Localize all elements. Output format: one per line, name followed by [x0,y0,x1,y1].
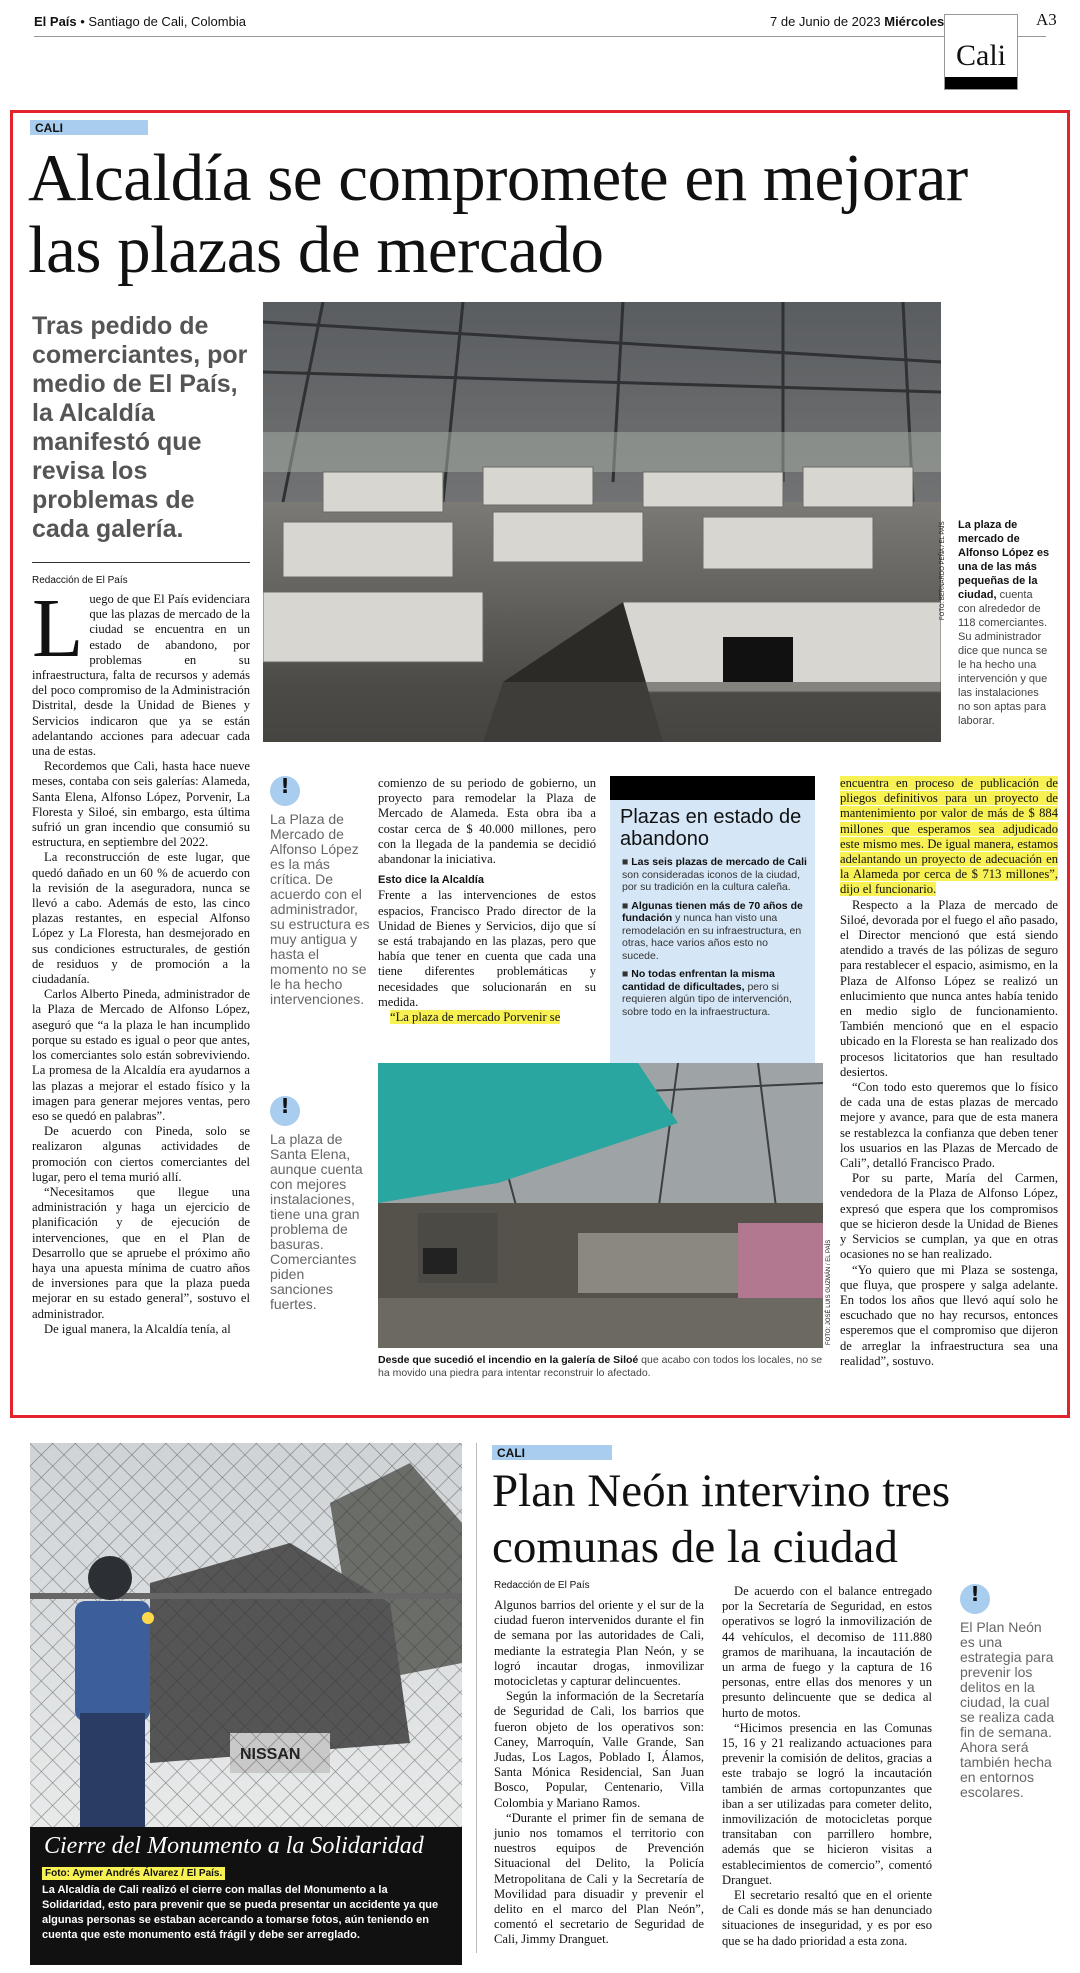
section-bar [945,77,1017,89]
side-note-text: La Plaza de Mercado de Alfonso López es la más crítica. De acuerdo con el administrador, su estructura es muy antigua y hasta el momento no se le ha hecho intervenciones. [270,811,370,1007]
photo-caption [378,1354,823,1380]
photo-credit: FOTO: JOSÉ LUIS GUZMÁN / EL PAÍS [826,1239,832,1345]
divider [32,562,250,563]
paragraph: “Con todo esto queremos que lo físico de cada una de estas plazas de mercado mejore y avance, para que de esta manera se restablezca la confianza que deben tener los usuarios en las Plazas de Mercado de Cali”, detalló Francisco Prado. [840,1080,1058,1171]
caption-text: cuenta con alrededor de 118 comerciantes. Su administrador dice que nunca se le ha hecho una intervención y que las instalaciones no son aptas para laborar. [958,589,1048,727]
section-kicker: CALI [492,1445,612,1460]
paragraph: De igual manera, la Alcaldía tenía, al [44,1321,231,1336]
info-item-lead: Las seis plazas de mercado de Cali [631,856,807,868]
paragraph [840,776,1058,898]
feature-text: La Alcaldía de Cali realizó el cierre con mallas del Monumento a la Solidaridad, esto para prevenir que se pueda presentar un accidente ya que algunas personas se estaban acercando a tomarse fotos, aún teniendo en cuenta que este monumento está frágil y debe ser arreglado. [42,1884,439,1941]
section-tab [944,14,1018,90]
paper-name: El País [34,14,77,29]
date: 7 de Junio de 2023 [770,14,881,29]
headline: Plan Neón intervino tres comunas de la ciudad [492,1465,951,1573]
info-item: ■ Algunas tienen más de 70 años de fundación y nunca han visto una remodelación en su infraestructura, en otras, hace varios años esto no sucede. [622,899,803,962]
column-divider [476,1443,477,1953]
section-kicker: CALI [30,120,148,135]
paragraph [378,1010,596,1025]
page-number: A3 [1036,10,1057,29]
paragraph: “Yo quiero que mi Plaza se sostenga, que fluya, que prospere y salga adelante. En todos los años que llevó aquí solo he escuchado que no hay recursos, entonces esperemos que el compromiso que dijeron de arreglar la infraestructura sea una realidad”, sostuvo. [840,1262,1058,1368]
article-column-3 [378,776,596,1025]
paragraph: Algunos barrios del oriente y el sur de la ciudad fueron intervenidos durante el fin de semana por las autoridades de Cali, mediante la estrategia Plan Neón, y se logró incautar drogas, inmovilizar motocicletas y capturar delincuentes. [494,1598,704,1689]
byline: Redacción de El País [494,1580,590,1591]
monument-image [30,1443,462,1827]
paragraph: “Necesitamos que llegue una administración y haga un ejercicio de planificación y de ejecución de intervenciones, que en el Plan de Desarrollo que se apruebe el próximo año haya una apuesta mínima de cuatro años de inversiones para que la plaza pueda mejorar en su estado general”, sostuvo el administrador. [32,1184,250,1321]
info-item-text: pero si requieren algún tipo de intervención, sobre todo en la infraestructura. [622,980,792,1018]
paragraph: De acuerdo con el balance entregado por la Secretaría de Seguridad, en estos operativos se logró la inmovilización de 44 vehículos, el decomiso de 111.880 gramos de marihuana, la incautación de un arma de fuego y la captura de 16 personas, entre ellas dos menores y un presunto delincuente que se dedica al hurto de motos. [722,1584,932,1720]
photo-caption-box [30,1827,462,1965]
info-item: ■ Las seis plazas de mercado de Cali son consideradas iconos de la ciudad, por su tradición en la cultura caleña. [622,856,807,893]
paragraph: Recordemos que Cali, hasta hace nueve meses, contaba con seis galerías: Alameda, Santa Elena, Alfonso López, Porvenir, La Floresta y Siloé, sin embargo, esta última sufrió un gran incendio que consumió su estructura, en septiembre del 2022. [32,759,250,850]
article-column-5 [840,776,1058,1369]
photo-credit: FOTO: BERNARDO PEÑA / EL PAÍS [940,521,946,620]
side-note [270,776,370,1007]
photo-credit: Foto: Aymer Andrés Álvarez / El País. [42,1867,225,1880]
burned-market-photo [378,1063,823,1348]
side-note [960,1584,1060,1800]
monument-photo [30,1443,462,1827]
exclamation-icon [960,1584,990,1614]
market-photo [263,302,941,742]
info-item-text: y nunca han visto una remodelación en su infraestructura, en otras, hace varios años esto no sucede. [622,912,802,962]
exclamation-icon [270,1096,300,1126]
exclamation-icon [270,776,300,806]
paragraph: Por su parte, María del Carmen, vendedora de la Plaza de Alfonso López, expresó que espera que los compromisos que se hicieron desde la Unidad de Bienes y Servicios se cumplan, ya que en otras ocasiones no se han realizado. [840,1171,1058,1262]
side-note-text: La plaza de Santa Elena, aunque cuenta con mejores instalaciones, tiene una gran problema de basuras. Comerciantes piden sanciones fuertes. [270,1131,363,1312]
paragraph: Frente a las intervenciones de estos espacios, Francisco Prado director de la Unidad de Bienes y Servicios, dijo que sí se está trabajando en las plazas, pero que había que tener en cuenta que cada una tiene diferentes problemáticas y necesidades que solucionarán en su medida. [378,888,596,1009]
header-date [770,14,944,29]
side-note-text: El Plan Neón es una estrategia para prevenir los delitos en la ciudad, la cual se realiza cada fin de semana. Ahora será también hecha en entornos escolares. [960,1619,1055,1800]
paragraph: Carlos Alberto Pineda, administrador de la Plaza de Mercado de Alfonso López, aseguró que “a la plaza le han incumplido porque su estado es igual o peor que antes, los comerciantes solo están sobreviviendo. La promesa de la Alcaldía era ayudarnos a las plazas a mejorar el estado físico y la imagen para generar mejores ventas, pero eso se quedó en palabras”. [32,987,250,1123]
info-item-text: son consideradas iconos de la ciudad, por su tradición en la cultura caleña. [622,868,801,893]
info-box-title: Plazas en estado de abandono [620,806,802,850]
paragraph: uego de que El País evidenciara que las plazas de mercado de la ciudad se encuentra en un estado de abandono, por problemas en su infraestructura, falta de recursos y además del poco compromiso de la Administración Distrital, desde la Unidad de Bienes y Servicios indicaron que ya se están adelantando acciones para adecuar cada una de estas. [32,592,250,759]
article-column-1 [32,582,250,1337]
caption-lead: Desde que sucedió el incendio en la galería de Siloé [378,1354,639,1366]
paragraph: El secretario resaltó que en el oriente de Cali es donde más se han denunciado situaciones de inseguridad, y es por eso que se ha dado prioridad a esta zona. [722,1888,932,1948]
highlighted-quote: “La plaza de mercado Porvenir se [390,1010,561,1025]
info-box [610,776,815,1068]
header-rule [34,36,1046,37]
caption-text: que acabo con todos los locales, no se ha movido una piedra para intentar reconstruir lo afectado. [378,1354,823,1379]
paragraph: Según la información de la Secretaría de Seguridad de Cali, los barrios que fueron objeto de los operativos son: Caney, Marroquín, Valle Grande, San Judas, Los Lagos, Poblado I, Álamos, Santa Mónica Residencial, San Juan Bosco, Popular, Centenario, Villa Colombia y Mariano Ramos. [494,1689,704,1810]
subhead: Esto dice la Alcaldía [378,874,484,887]
article-column-1 [494,1598,704,1948]
article-column-2 [722,1584,932,1949]
photo-caption [958,518,1050,728]
info-item-lead: Algunas tienen más de 70 años de fundación [622,899,803,924]
paragraph: De acuerdo con Pineda, solo se realizaron algunas actividades de promoción con ciertos comerciantes del lugar, pero el tema murió allí. [32,1124,250,1184]
info-box-header [610,776,815,800]
info-item-lead: No todas enfrentan la misma cantidad de dificultades, [622,968,775,993]
paragraph: Respecto a la Plaza de mercado de Siloé, devorada por el fuego el año pasado, el Director mencionó que está siendo atendido a través de las pólizas de seguro para restablecer el espacio, asimismo, en la Plaza de Alfonso López se realizó un enlucimiento que nunca antes había tenido en medio siglo de funcionamiento. También mencionó que en el espacio ubicado en la Floresta se han realizado dos procesos licitatorios que han resultado desiertos. [840,897,1058,1079]
paragraph: “Durante el primer fin de semana de junio nos tomamos el territorio con nuestros equipos de Prevención Situacional del Delito, la Policía Metropolitana de Cali y la Secretaría de Movilidad para disuadir y prevenir el delito en el marco del Plan Neón”, comentó el secretario de Seguridad de Cali, Jimmy Dranguet. [494,1810,704,1947]
side-note [270,1096,370,1312]
byline: Redacción de El País [32,575,128,586]
market-photo-image [263,302,941,742]
paragraph: “Hicimos presencia en las Comunas 15, 16 y 21 realizando actuaciones para prevenir la comisión de delitos, gracias a este trabajo se logró la incautación también de armas cortopunzantes que iban a ser utilizadas para cometer delito, inmovilización de motocicletas porque transitaban con parrillero hombre, además que se hicieron visitas a establecimientos de comercio”, comentó Dranguet. [722,1720,932,1887]
highlighted-text: encuentra en proceso de publicación de pliegos definitivos para un proyecto de mantenimiento por valor de más de $ 884 millones que esperamos sea adjudicado este mismo mes. De igual manera, estamos adelantando un proyecto de adecuación en la Alameda por cerca de $ 713 millones”, dijo el funcionario. [840,776,1058,897]
feature-title: Cierre del Monumento a la Solidaridad [44,1833,424,1859]
location: Santiago de Cali, Colombia [88,14,246,29]
dropcap: L [32,582,84,675]
info-item: ■ No todas enfrentan la misma cantidad de dificultades, pero si requieren algún tipo de intervención, sobre todo en la infraestructura. [622,968,792,1018]
header-left: El País • Santiago de Cali, Colombia [34,14,246,29]
deck: Tras pedido de comerciantes, por medio de El País, la Alcaldía manifestó que revisa los problemas de cada galería. [32,312,248,543]
paragraph: comienzo de su periodo de gobierno, un proyecto para remodelar la Plaza de Mercado de Alameda. Esta obra iba a costar cerca de $ 40.000 millones, pero con la llegada de la pandemia se decidió abandonar la iniciativa. [378,776,596,867]
headline: Alcaldía se compromete en mejorar las plazas de mercado [28,141,968,287]
paragraph: La reconstrucción de este lugar, que quedó dañado en un 60 % de acuerdo con la revisión de la aseguradora, nunca se llevó a cabo. Además de esto, las cinco plazas restantes, en especial Alfonso López y La Floresta, han desmejorado en sus condiciones estructurales, de gestión de residuos y de promoción a la ciudadanía. [32,850,250,987]
section-label: Cali [956,39,1006,72]
weekday: Miércoles [884,14,945,29]
burned-market-image [378,1063,823,1348]
caption-lead: La plaza de mercado de Alfonso López es una de las más pequeñas de la ciudad, [958,519,1050,601]
